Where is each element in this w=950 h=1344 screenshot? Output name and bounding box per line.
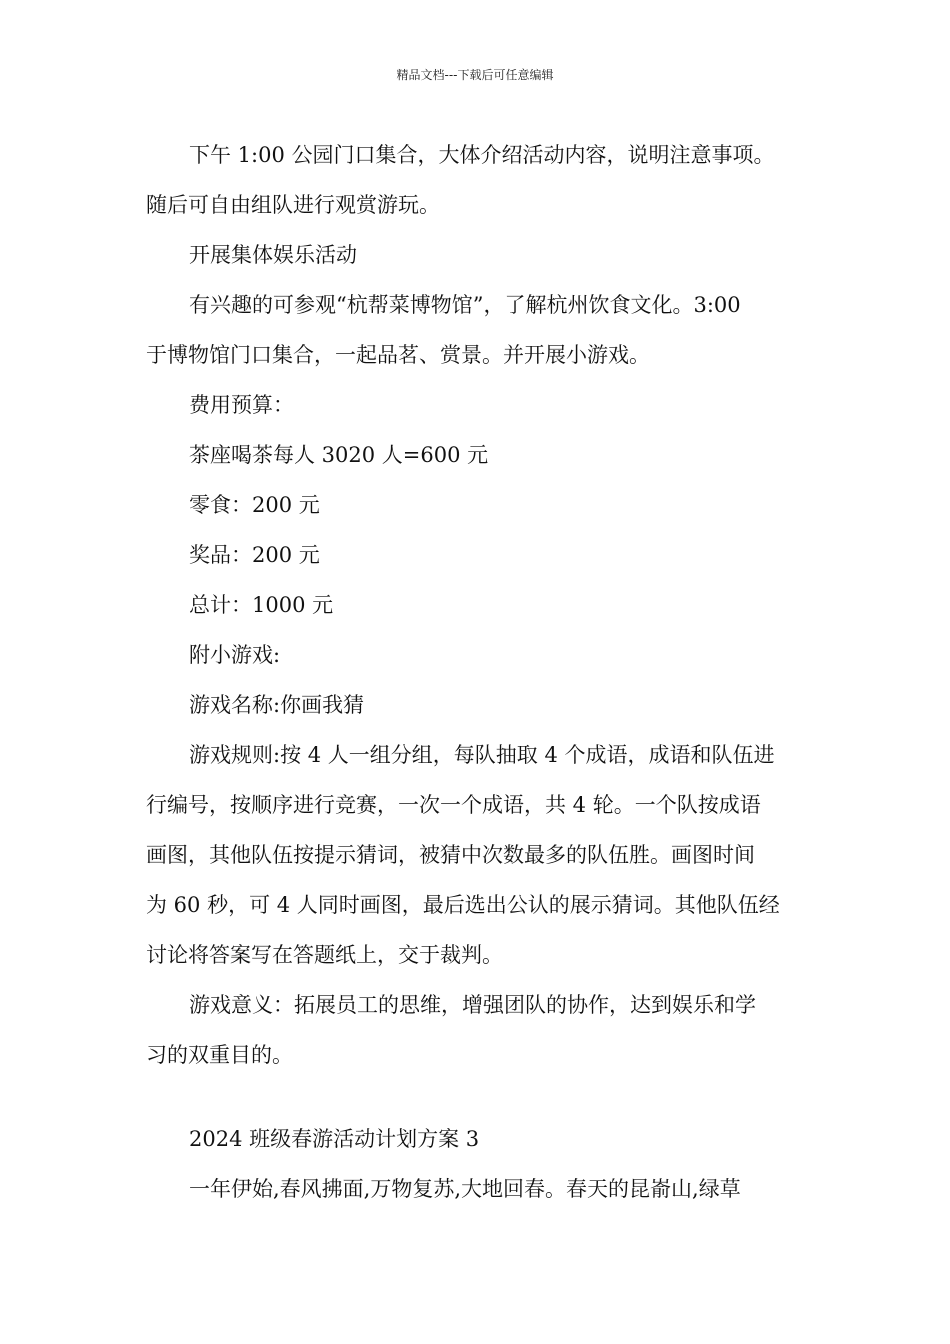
appendix-title: 附小游戏: xyxy=(189,643,281,667)
page-header: 精品文档---下载后可任意编辑 xyxy=(396,68,554,82)
budget-item: 茶座喝茶每人 3020 人=600 元 xyxy=(189,443,489,467)
paragraph-line: 游戏规则:按 4 人一组分组，每队抽取 4 个成语，成语和队伍进 xyxy=(189,743,775,767)
paragraph-line: 于博物馆门口集合，一起品茗、赏景。并开展小游戏。 xyxy=(146,343,650,367)
paragraph-line: 有兴趣的可参观“杭帮菜博物馆”，了解杭州饮食文化。3:00 xyxy=(189,293,741,317)
budget-item: 奖品：200 元 xyxy=(189,543,320,567)
paragraph-line: 游戏意义：拓展员工的思维，增强团队的协作，达到娱乐和学 xyxy=(189,993,756,1017)
paragraph-line: 讨论将答案写在答题纸上，交于裁判。 xyxy=(146,943,503,967)
paragraph-line: 随后可自由组队进行观赏游玩。 xyxy=(146,193,440,217)
budget-item: 零食：200 元 xyxy=(189,493,320,517)
game-name: 游戏名称:你画我猜 xyxy=(189,693,365,717)
budget-total: 总计：1000 元 xyxy=(189,593,334,617)
paragraph-line: 为 60 秒，可 4 人同时画图，最后选出公认的展示猜词。其他队伍经 xyxy=(146,893,780,917)
document-body xyxy=(146,130,810,1214)
paragraph-line: 行编号，按顺序进行竞赛，一次一个成语，共 4 轮。一个队按成语 xyxy=(146,793,761,817)
paragraph-line: 习的双重目的。 xyxy=(146,1043,293,1067)
paragraph-line: 一年伊始,春风拂面,万物复苏,大地回春。春天的昆嵛山,绿草 xyxy=(189,1177,741,1201)
paragraph-line: 画图，其他队伍按提示猜词，被猜中次数最多的队伍胜。画图时间 xyxy=(146,843,755,867)
paragraph-line: 下午 1:00 公园门口集合，大体介绍活动内容，说明注意事项。 xyxy=(189,143,775,167)
budget-title: 费用预算： xyxy=(189,393,294,417)
section-heading: 2024 班级春游活动计划方案 3 xyxy=(189,1127,480,1151)
section-line: 开展集体娱乐活动 xyxy=(189,243,357,267)
